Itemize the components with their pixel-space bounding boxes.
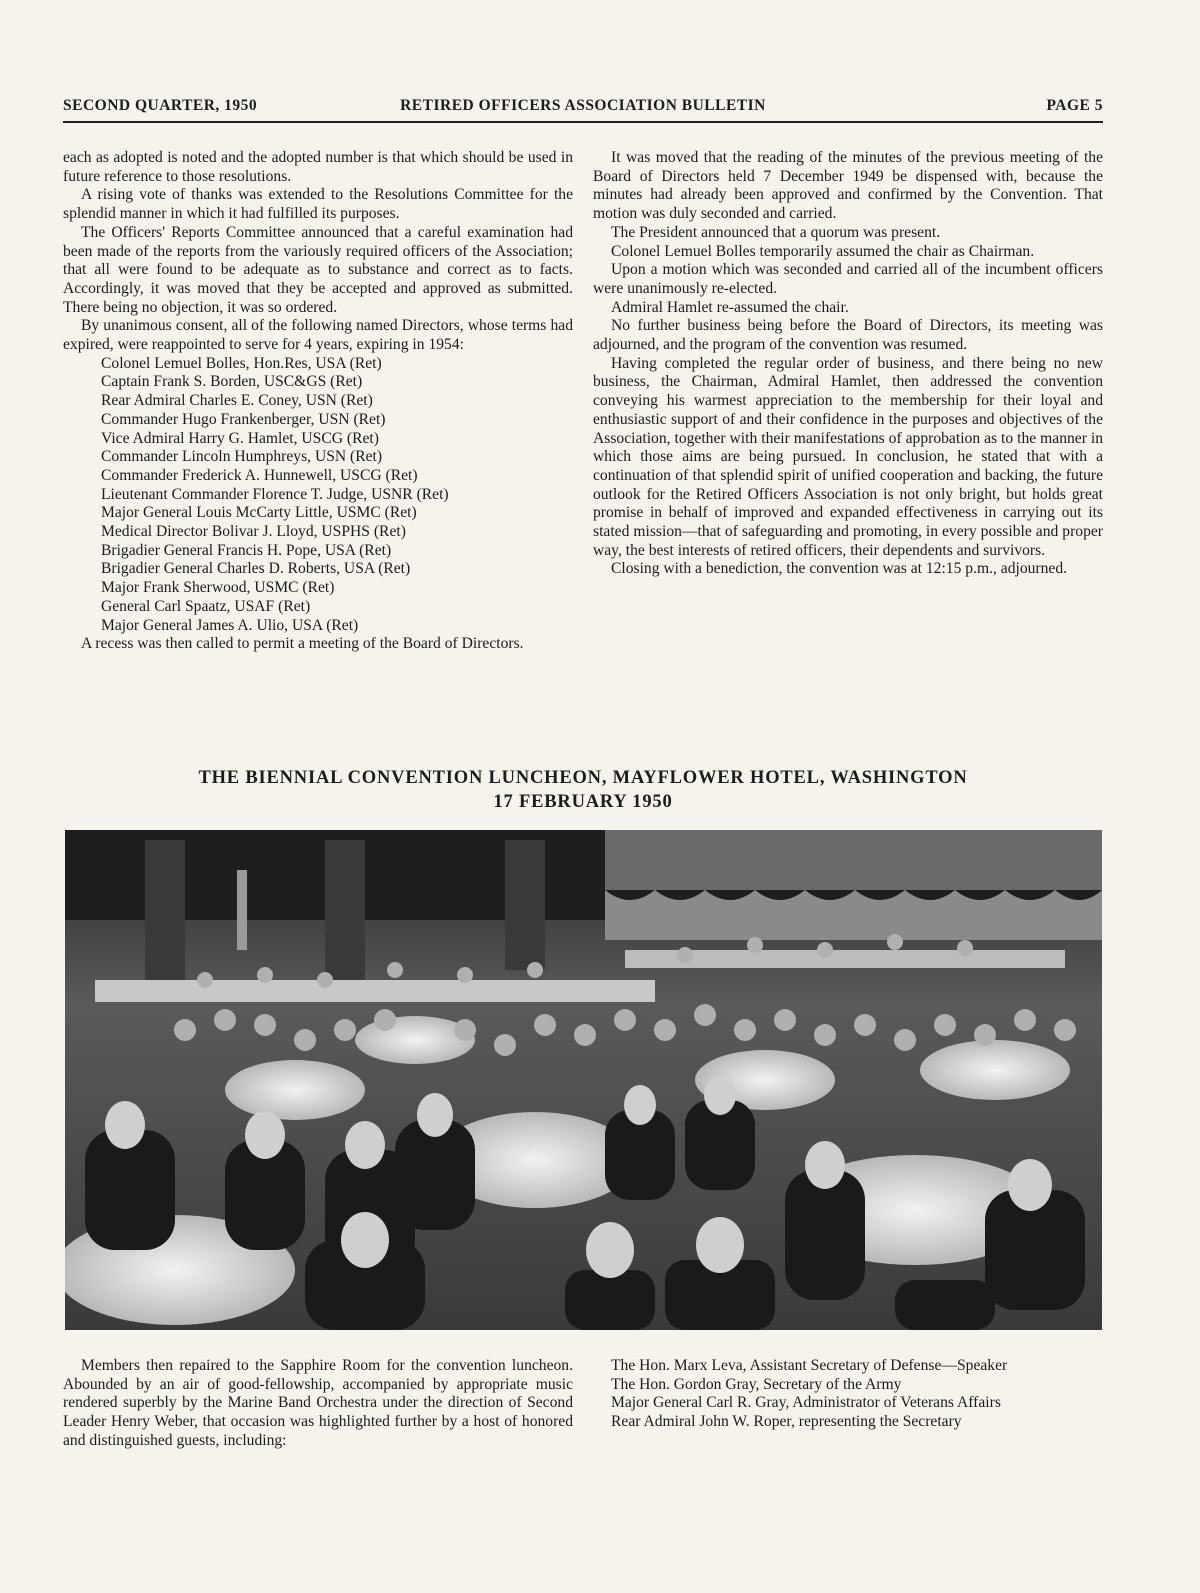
director-item: Lieutenant Commander Florence T. Judge, USNR (Ret): [101, 485, 449, 503]
director-item: Major General James A. Ulio, USA (Ret): [101, 616, 359, 634]
guest-entry: The Hon. Marx Leva, Assistant Secretary of Defense—Speaker: [611, 1357, 1008, 1374]
director-item: Major Frank Sherwood, USMC (Ret): [101, 579, 335, 597]
guest-entry: The Hon. Gordon Gray, Secretary of the Army: [611, 1375, 902, 1393]
paragraph: No further business being before the Board of Directors, its meeting was adjourned, and the program of the convention was resumed.: [593, 317, 1103, 354]
paragraph: Upon a motion which was seconded and carried all of the incumbent officers were unanimously re-elected.: [593, 261, 1103, 297]
page-number: PAGE 5: [1046, 97, 1103, 114]
luncheon-photo-illustration: [65, 830, 1102, 1330]
page-header: [63, 97, 1103, 123]
director-item: Brigadier General Charles D. Roberts, USA (Ret): [101, 560, 411, 578]
guest-entry: Major General Carl R. Gray, Administrator of Veterans Affairs: [611, 1394, 1001, 1412]
paragraph: Members then repaired to the Sapphire Room for the convention luncheon. Abounded by an air of good-fellowship, accompanied by appropriate music rendered superbly by the Marine Band Orchestra under the direction of Second Leader Henry Weber, that occasion was highlighted further by a host of honored and distinguished guests, including:: [63, 1357, 573, 1449]
director-item: Commander Frederick A. Hunnewell, USCG (Ret): [101, 466, 418, 484]
director-item: Major General Louis McCarty Little, USMC (Ret): [101, 504, 417, 522]
paragraph: Colonel Lemuel Bolles temporarily assumed the chair as Chairman.: [611, 242, 1035, 260]
paragraph: each as adopted is noted and the adopted number is that which should be used in future reference to those resolutions.: [63, 149, 573, 185]
right-column-top: [593, 149, 1103, 579]
paragraph: A recess was then called to permit a meeting of the Board of Directors.: [81, 635, 524, 653]
director-item: General Carl Spaatz, USAF (Ret): [101, 597, 311, 615]
director-item: Commander Hugo Frankenberger, USN (Ret): [101, 410, 386, 428]
left-column-bottom: [63, 1357, 573, 1451]
section-title: THE BIENNIAL CONVENTION LUNCHEON, MAYFLOWER HOTEL, WASHINGTON: [198, 768, 968, 788]
paragraph: It was moved that the reading of the minutes of the previous meeting of the Board of Directors held 7 December 1949 be dispensed with, because the minutes had already been approved and confirmed by the Convention. That motion was duly seconded and carried.: [593, 149, 1103, 223]
director-item: Medical Director Bolivar J. Lloyd, USPHS (Ret): [101, 523, 406, 541]
paragraph: A rising vote of thanks was extended to the Resolutions Committee for the splendid manner in which it had fulfilled its purposes.: [63, 186, 573, 223]
paragraph: Admiral Hamlet re-assumed the chair.: [611, 298, 849, 316]
paragraph: By unanimous consent, all of the following named Directors, whose terms had expired, were reappointed to serve for 4 years, expiring in 1954:: [63, 317, 573, 354]
publication-title: RETIRED OFFICERS ASSOCIATION BULLETIN: [400, 97, 766, 114]
director-item: Rear Admiral Charles E. Coney, USN (Ret): [101, 392, 373, 410]
paragraph: The Officers' Reports Committee announced that a careful examination had been made of the reports from the variously required officers of the Association; that all were found to be adequate as to substance and correct as to facts. Accordingly, it was moved that they be accepted and approved as submitted. There being no objection, it was so ordered.: [63, 223, 573, 316]
paragraph: The President announced that a quorum was present.: [611, 223, 941, 241]
guest-entry: Rear Admiral John W. Roper, representing the Secretary: [611, 1413, 962, 1431]
issue-date: SECOND QUARTER, 1950: [63, 97, 258, 114]
left-column-top: [63, 149, 573, 654]
director-item: Commander Lincoln Humphreys, USN (Ret): [101, 448, 383, 466]
paragraph: Closing with a benediction, the convention was at 12:15 p.m., adjourned.: [611, 560, 1068, 578]
right-column-bottom: [593, 1357, 1103, 1432]
paragraph: Having completed the regular order of business, and there being no new business, the Chairman, Admiral Hamlet, then addressed the convention conveying his warmest appreciation to the membership for their loyal and enthusiastic support of and their confidence in the purposes and objectives of the Association, together with their manifestations of approbation as to the manner in which those aims are being pursued. In conclusion, he stated that with a continuation of that splendid spirit of unified cooperation and backing, the future outlook for the Retired Officers Association is not only bright, but holds great promise in behalf of improved and expanded effectiveness in carrying out its stated mission—that of safeguarding and promoting, in every possible and proper way, the best interests of retired officers, their dependents and survivors.: [593, 354, 1103, 559]
director-item: Colonel Lemuel Bolles, Hon.Res, USA (Ret): [101, 354, 382, 372]
directors-list: [63, 355, 573, 636]
section-date: 17 FEBRUARY 1950: [493, 792, 673, 812]
director-item: Captain Frank S. Borden, USC&GS (Ret): [101, 373, 363, 391]
director-item: Vice Admiral Harry G. Hamlet, USCG (Ret): [101, 429, 379, 447]
director-item: Brigadier General Francis H. Pope, USA (Ret): [101, 541, 392, 559]
luncheon-photo: [65, 830, 1102, 1330]
